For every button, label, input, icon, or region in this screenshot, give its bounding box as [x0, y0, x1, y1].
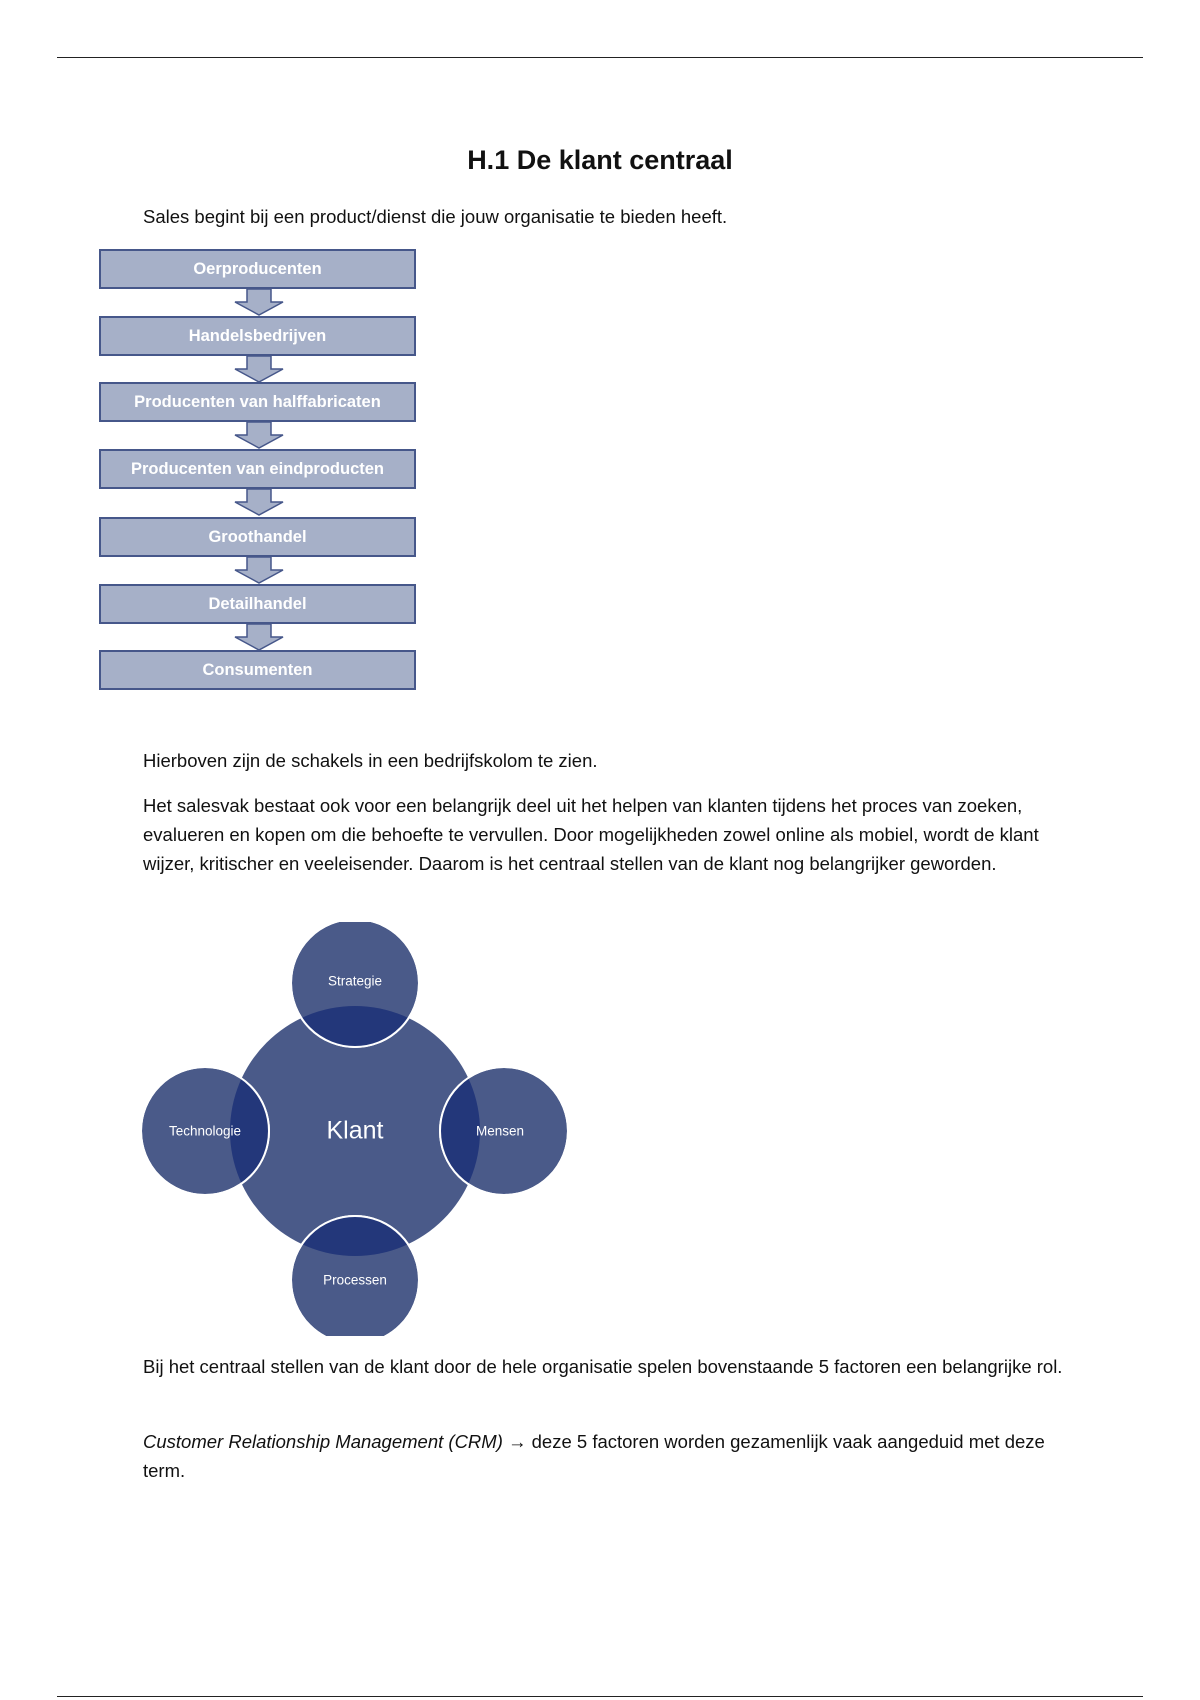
chain-step-halffabricaten: Producenten van halffabricaten [99, 382, 416, 422]
down-arrow-icon [233, 489, 285, 516]
down-arrow-icon [233, 624, 285, 651]
arrow-icon: → [508, 1431, 527, 1452]
top-label: Strategie [327, 973, 383, 989]
body-paragraph-2: Het salesvak bestaat ook voor een belangrijk deel uit het helpen van klanten tijdens het proces van zoeken, evalueren en kopen om die behoefte te vervullen. Door mogelijkheden zowel online als mobiel, wordt de klant wijzer, kritischer en veeleisender. Daarom is het centraal stellen van de klant nog belangrijker geworden. [143, 795, 1039, 874]
chain-step-groothandel: Groothandel [99, 517, 416, 557]
down-arrow-icon [233, 557, 285, 584]
page-title: H.1 De klant centraal [467, 145, 733, 175]
chain-step-detailhandel: Detailhandel [99, 584, 416, 624]
crm-description: deze 5 factoren worden gezamenlijk vaak aangeduid met deze term. [143, 1431, 1045, 1481]
body-paragraph-4 [143, 1427, 1063, 1485]
down-arrow-icon [233, 422, 285, 449]
customer-centric-diagram [140, 922, 570, 1336]
center-label: Klant [326, 1116, 384, 1145]
bottom-label: Processen [323, 1272, 387, 1288]
intro-paragraph: Sales begint bij een product/dienst die jouw organisatie te bieden heeft. [143, 206, 728, 227]
down-arrow-icon [233, 356, 285, 383]
right-label: Mensen [475, 1123, 525, 1139]
body-paragraph-1: Hierboven zijn de schakels in een bedrijfskolom te zien. [143, 750, 598, 771]
chain-step-oerproducenten: Oerproducenten [99, 249, 416, 289]
chain-step-eindproducten: Producenten van eindproducten [99, 449, 416, 489]
left-label: Technologie [168, 1123, 242, 1139]
body-paragraph-3: Bij het centraal stellen van de klant door de hele organisatie spelen bovenstaande 5 factoren een belangrijke rol. [143, 1356, 1063, 1377]
chain-step-handelsbedrijven: Handelsbedrijven [99, 316, 416, 356]
crm-term: Customer Relationship Management (CRM) [143, 1431, 503, 1452]
supply-chain-diagram [99, 249, 420, 694]
header-rule [57, 57, 1143, 58]
down-arrow-icon [233, 289, 285, 316]
chain-step-consumenten: Consumenten [99, 650, 416, 690]
footer-rule [57, 1696, 1143, 1697]
